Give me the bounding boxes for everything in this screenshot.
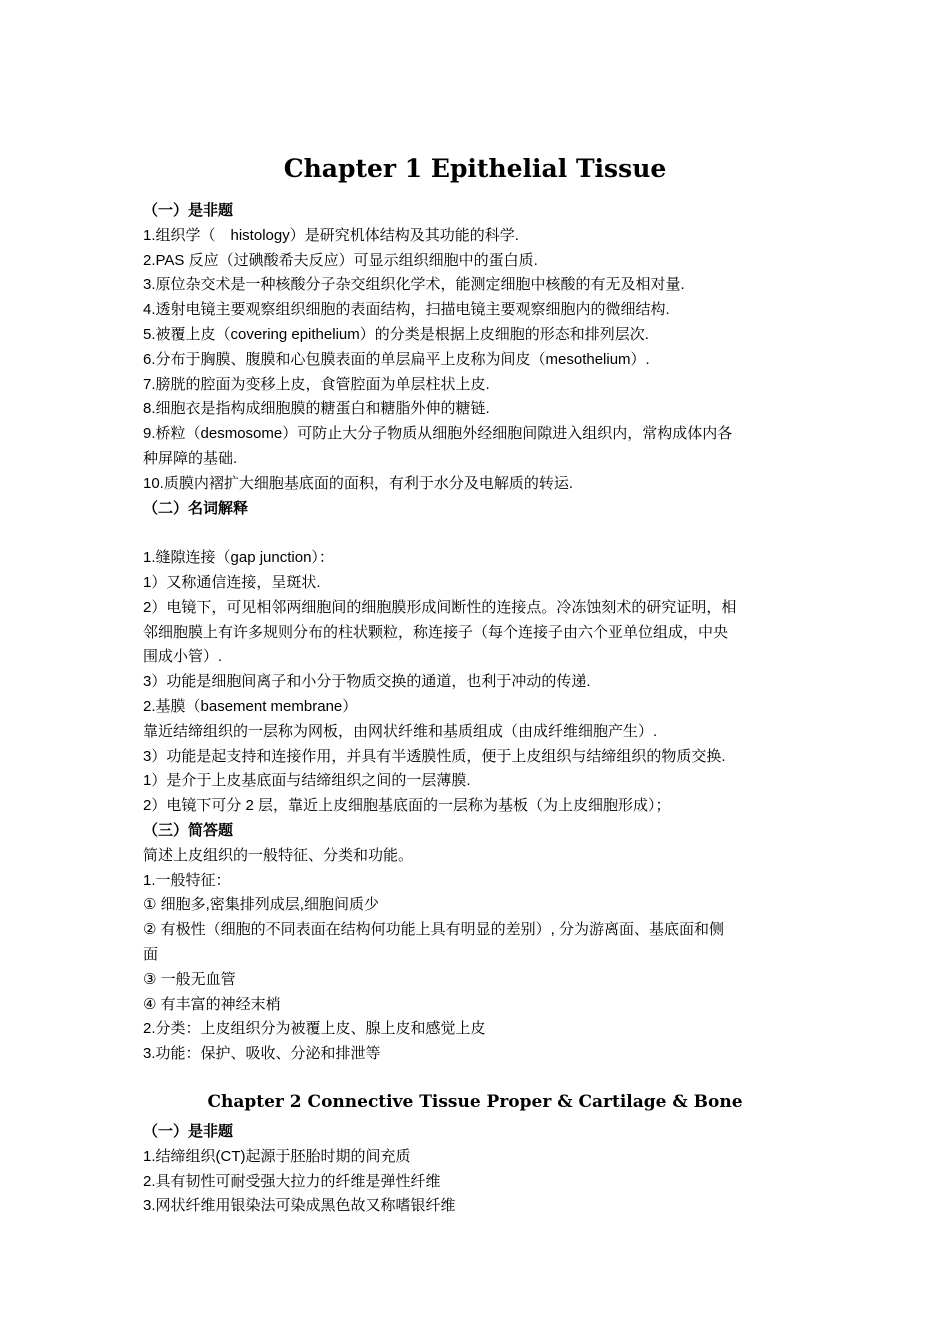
text-line: 4.透射电镜主要观察组织细胞的表面结构，扫描电镜主要观察细胞内的微细结构.	[143, 301, 670, 319]
text-line: 简述上皮组织的一般特征、分类和功能。	[143, 846, 414, 864]
text-line: 2.具有韧性可耐受强大拉力的纤维是弹性纤维	[143, 1172, 441, 1190]
text-line: 3.原位杂交术是一种核酸分子杂交组织化学术，能测定细胞中核酸的有无及相对量.	[143, 276, 685, 294]
text-line: 7.膀胱的腔面为变移上皮，食管腔面为单层柱状上皮.	[143, 375, 490, 393]
text-line: 2.PAS 反应（过碘酸希夫反应）可显示组织细胞中的蛋白质.	[143, 251, 538, 269]
text-line: 6.分布于胸膜、腹膜和心包膜表面的单层扁平上皮称为间皮（mesothelium）.	[143, 350, 650, 368]
text-line: ④ 有丰富的神经末梢	[143, 995, 281, 1013]
chapter-1-title: Chapter 1 Epithelial Tissue	[283, 154, 667, 183]
chapter-1-body	[143, 199, 811, 1067]
text-line: 1.结缔组织(CT)起源于胚胎时期的间充质	[143, 1147, 411, 1165]
text-line: 种屏障的基础.	[143, 449, 238, 467]
text-line: 围成小管）.	[143, 648, 223, 666]
text-line: 2）电镜下可分 2 层，靠近上皮细胞基底面的一层称为基板（为上皮细胞形成）；	[143, 797, 671, 815]
text-line: 2）电镜下，可见相邻两细胞间的细胞膜形成间断性的连接点。冷冻蚀刻术的研究证明，相	[143, 598, 737, 616]
text-line: 5.被覆上皮（covering epithelium）的分类是根据上皮细胞的形态和排列层次.	[143, 325, 649, 343]
text-line: 1.缝隙连接（gap junction）：	[143, 549, 334, 567]
chapter-2-body	[143, 1120, 811, 1219]
text-line: 面	[143, 945, 159, 963]
text-line: 邻细胞膜上有许多规则分布的柱状颗粒，称连接子（每个连接子由六个亚单位组成，中央	[143, 623, 729, 641]
text-line: 1.组织学（ histology）是研究机体结构及其功能的科学.	[143, 226, 519, 244]
section-heading: （二）名词解释	[143, 499, 249, 517]
text-line: 10.质膜内褶扩大细胞基底面的面积，有利于水分及电解质的转运.	[143, 474, 574, 492]
blank-line	[143, 521, 811, 546]
text-line: 3）功能是细胞间离子和小分于物质交换的通道，也利于冲动的传递.	[143, 673, 591, 691]
text-line: 1.一般特征：	[143, 871, 231, 889]
text-line: 2.分类：上皮组织分为被覆上皮、腺上皮和感觉上皮	[143, 1020, 486, 1038]
text-line: 1）是介于上皮基底面与结缔组织之间的一层薄膜.	[143, 772, 471, 790]
text-line: 3.功能：保护、吸收、分泌和排泄等	[143, 1045, 381, 1063]
text-line: 1）又称通信连接，呈斑状.	[143, 573, 321, 591]
text-line: ③ 一般无血管	[143, 970, 236, 988]
section-heading: （三）简答题	[143, 821, 234, 839]
section-heading: （一）是非题	[143, 202, 234, 219]
text-line: 9.桥粒（desmosome）可防止大分子物质从细胞外经细胞间隙进入组织内，常构成体内各	[143, 425, 733, 443]
text-line: 3）功能是起支持和连接作用，并具有半透膜性质，便于上皮组织与结缔组织的物质交换.	[143, 747, 726, 765]
text-line: 8.细胞衣是指构成细胞膜的糖蛋白和糖脂外伸的糖链.	[143, 400, 490, 418]
text-line: 靠近结缔组织的一层称为网板，由网状纤维和基质组成（由成纤维细胞产生）.	[143, 722, 658, 740]
text-line: 3.网状纤维用银染法可染成黑色故又称嗜银纤维	[143, 1197, 456, 1215]
text-line: 2.基膜（basement membrane）	[143, 697, 358, 715]
section-heading: （一）是非题	[143, 1123, 234, 1140]
chapter-2-title: Chapter 2 Connective Tissue Proper & Cartilage & Bone	[207, 1092, 743, 1112]
text-line: ② 有极性（细胞的不同表面在结构何功能上具有明显的差别）, 分为游离面、基底面和侧	[143, 921, 724, 939]
text-line: ① 细胞多,密集排列成层,细胞间质少	[143, 896, 379, 914]
